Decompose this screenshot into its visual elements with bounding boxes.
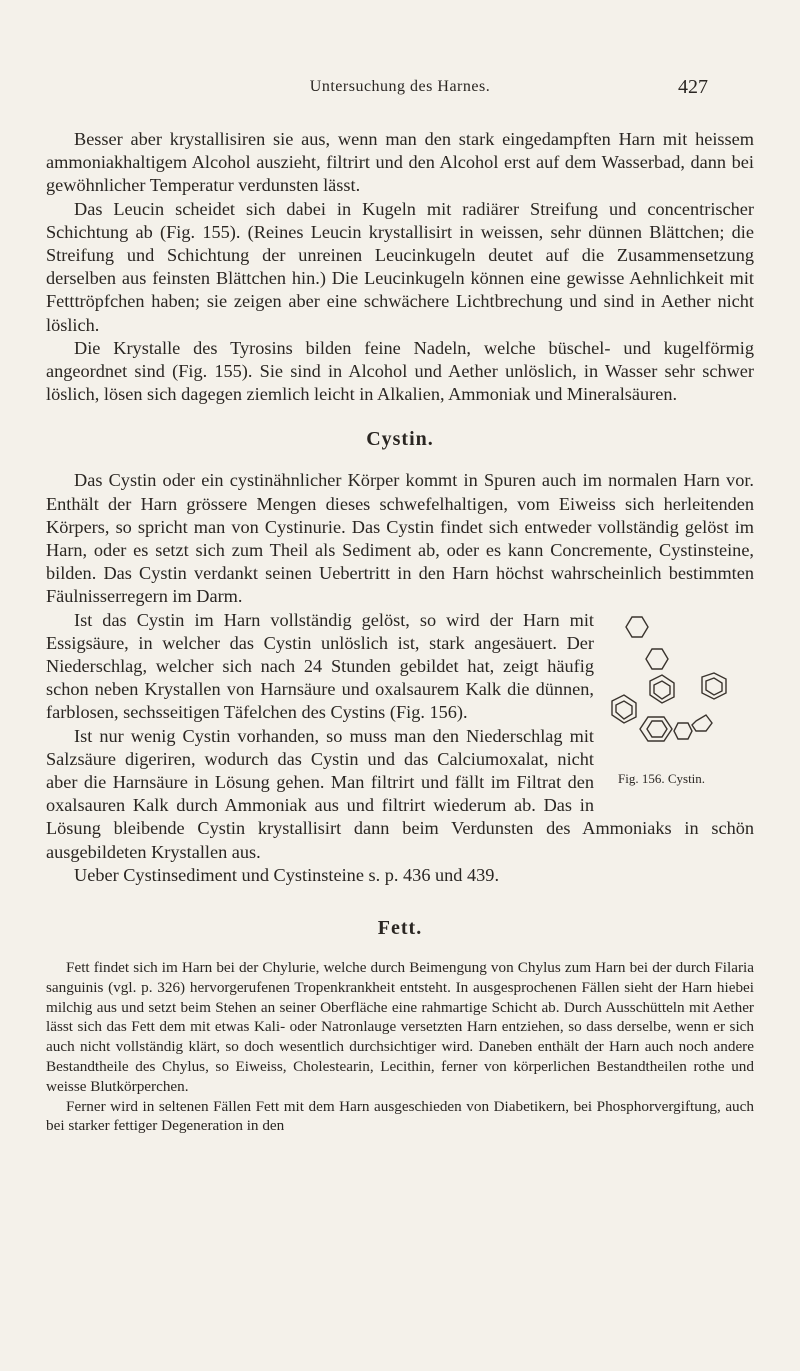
page-header: [0, 76, 800, 104]
figure-156-cystin: [604, 613, 754, 801]
paragraph-tyrosin: Die Krystalle des Tyrosins bilden feine Nadeln, welche büschel- und kugelförmig angeordnet sind (Fig. 155). Sie sind in Alcohol und Aether unlöslich, in Wasser sehr schwer löslich, lösen sich dagegen ziemlich leicht in Alkalien, Ammoniak und Mineralsäuren.: [46, 337, 754, 405]
paragraph-cystin-salzsaeure: Ist nur wenig Cystin vorhanden, so muss man den Niederschlag mit Salzsäure digeriren, wodurch das Cystin und das Calciumoxalat, nicht aber die Harnsäure in Lösung gehen. Man filtrirt und fällt im Filtrat den oxalsauren Kalk durch Ammoniak aus und filtrirt wiederum ab. Das in Lösung bleibende Cystin krystallisirt dann beim Verdunsten des Ammoniaks in schön ausgebildeten Krystallen aus.: [46, 725, 754, 862]
small-print-section: [46, 958, 754, 1136]
paragraph-leucin-extraction: Besser aber krystallisiren sie aus, wenn man den stark eingedampften Harn mit heissem ammoniakhaltigem Alcohol auszieht, filtrirt und den Alcohol erst auf dem Wasserbad, dann bei gewöhnlicher Temperatur verdunsten lässt.: [46, 129, 754, 196]
paragraph-cystin-reference: Ueber Cystinsediment und Cystinsteine s. p. 436 und 439.: [74, 864, 500, 885]
running-title: Untersuchung des Harnes.: [309, 78, 491, 95]
cystin-crystals-illustration: [604, 613, 754, 773]
paragraph-fett-chylurie: Fett findet sich im Harn bei der Chylurie, welche durch Beimengung von Chylus zum Harn bei der durch Filaria sanguinis (vgl. p. 326) hervorgerufenen Tropenkrankheit entsteht. In ausgesprochenen Fällen sieht der Harn hiebei milchig aus und setzt beim Stehen an seiner Oberfläche eine rahmartige Schicht ab. Durch Ausschütteln mit Aether lässt sich das Fett dem mit etwas Kali- oder Natronlauge versetzten Harn entziehen, so dass derselbe, wenn er sich auch nicht vollständig klärt, so doch wesentlich durchsichtiger wird. Daneben enthält der Harn auch noch andere Bestandtheile des Chylus, so Eiweiss, Cholestearin, Lecithin, ferner von körperlichen Bestandtheilen rothe und weisse Blutkörperchen.: [46, 959, 754, 1095]
main-text: [46, 128, 754, 1136]
paragraph-cystin-essigsaeure: Ist das Cystin im Harn vollständig gelöst, so wird der Harn mit Essigsäure, in welcher das Cystin unlöslich ist, stark angesäuert. Der Niederschlag, welcher sich nach 24 Stunden gebildet hat, zeigt häufig schon neben Krystallen von Harnsäure und oxalsaurem Kalk die dünnen, farblosen, sechsseitigen Täfelchen des Cystins (Fig. 156).: [46, 609, 594, 723]
paragraph-leucin-kugeln: Das Leucin scheidet sich dabei in Kugeln mit radiärer Streifung und concentrischer Schichtung ab (Fig. 155). (Reines Leucin krystallisirt in weissen, sehr dünnen Blättchen; die Streifung und Schichtung der unreinen Leucinkugeln deutet auf die Zusammensetzung derselben aus feinsten Blättchen hin.) Die Leucinkugeln können eine gewisse Aehnlichkeit mit Fetttröpfchen haben; sie zeigen aber eine schwächere Lichtbrechung und sind in Aether nicht löslich.: [46, 198, 754, 335]
paragraph-cystin-intro: Das Cystin oder ein cystinähnlicher Körper kommt in Spuren auch im normalen Harn vor. Enthält der Harn grössere Mengen dieses schwefelhaltigen, vom Eiweiss sich herleitenden Körpers, so spricht man von Cystinurie. Das Cystin findet sich entweder vollständig gelöst im Harn, oder es setzt sich zum Theil als Sediment ab, oder es kann Concremente, Cystinsteine, bilden. Das Cystin verdankt seinen Uebertritt in den Harn höchst wahrscheinlich bestimmten Fäulnisserregern im Darm.: [46, 470, 754, 607]
paragraph-fett-diabetiker: Ferner wird in seltenen Fällen Fett mit dem Harn ausgeschieden von Diabetikern, bei Phosphorvergiftung, auch bei starker fettiger Degeneration in den: [46, 1097, 754, 1135]
heading-fett: Fett.: [377, 917, 423, 940]
heading-cystin: Cystin.: [366, 428, 434, 451]
page-number: 427: [678, 76, 708, 98]
figure-caption: Fig. 156. Cystin.: [618, 770, 706, 786]
